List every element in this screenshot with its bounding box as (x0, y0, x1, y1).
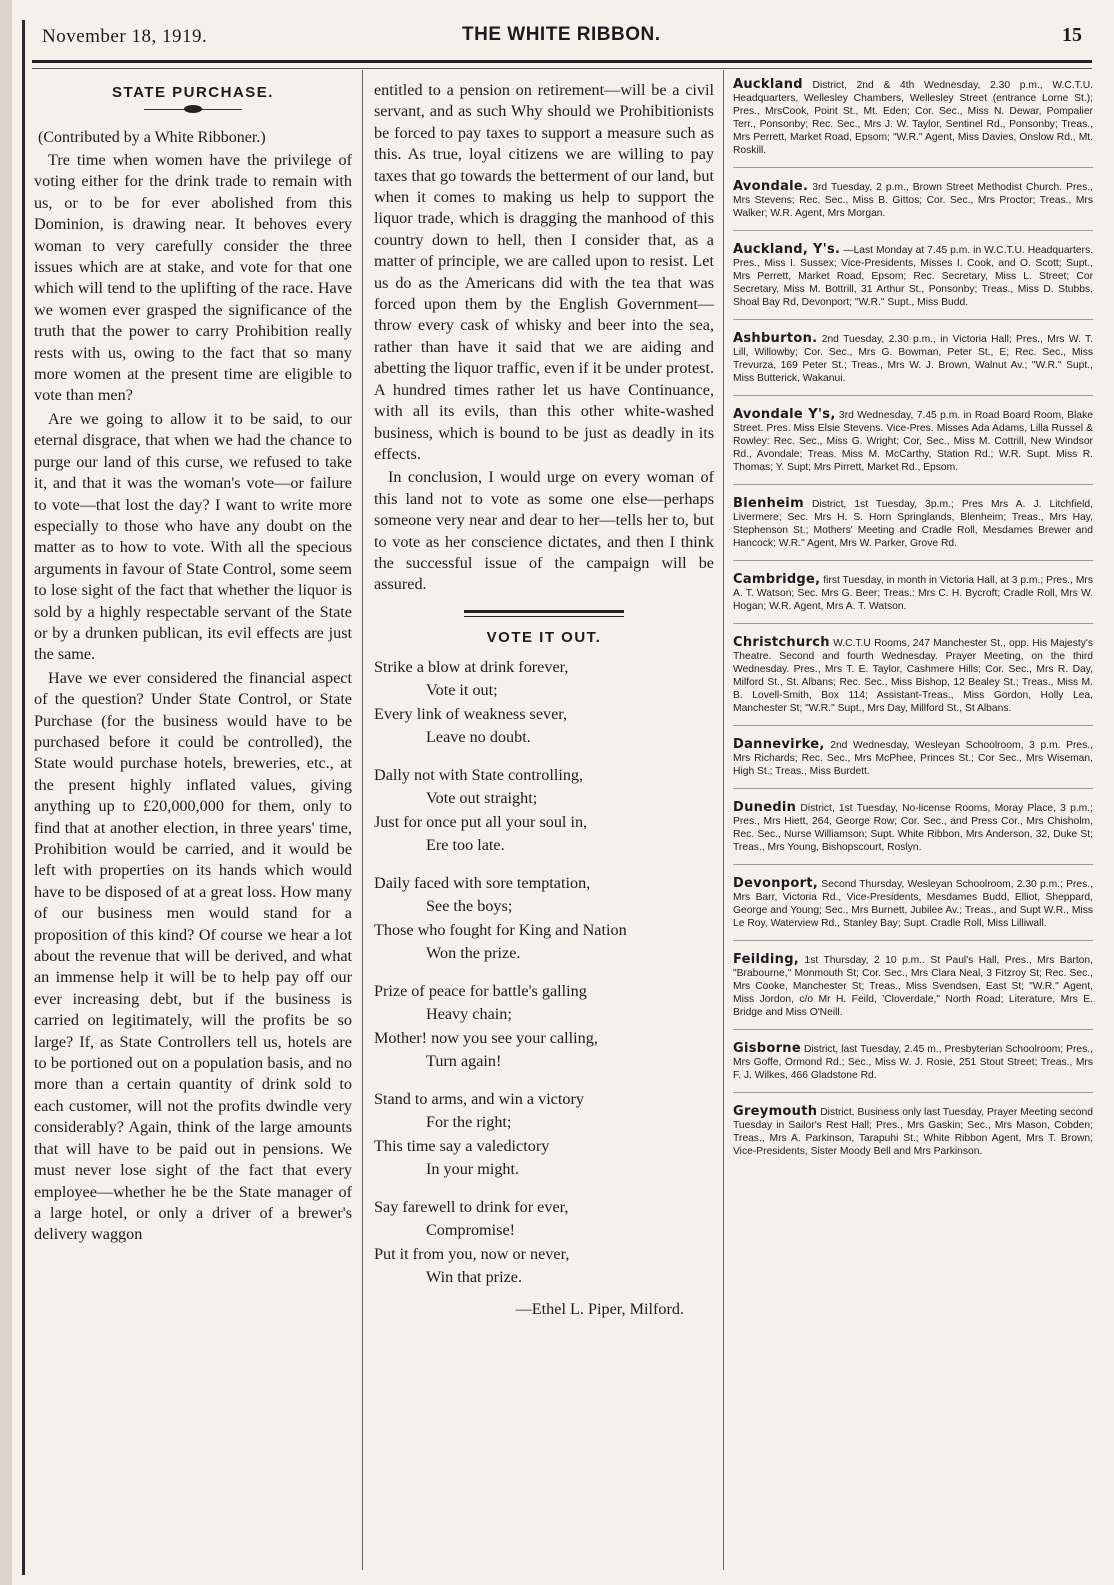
poem-stanza (374, 980, 714, 1074)
branch-name: Ashburton. (733, 331, 818, 346)
branch-name: Auckland, Y's. (733, 242, 841, 257)
poem-line: Compromise! (426, 1221, 516, 1240)
directory-entry (733, 332, 1093, 396)
article-paragraph-continued: entitled to a pension on retirement—will be a civil servant, and as such Why should we Prohibitionists be forced to pay taxes to support a measure such as this. As true, loyal citizens we are willing to pay taxes that go towards the betterment of our land, but when it comes to making us help to support the liquor trade, which is dragging the manhood of this country down to hell, then I consider that, as a matter of principle, we are called upon to resist. Let us do as the Americans did with the tea that was forced upon them by the English Government—throw every cask of whisky and beer into the sea, rather than have it said that we are aiding and abetting the liquor traffic, even if it be under protest. A hundred times rather let us have Continuance, with all its evils, than this other white-washed business, which is bound to be just as deadly in its effects. (374, 81, 714, 463)
column-divider (723, 70, 724, 1570)
directory-entry (733, 1105, 1093, 1168)
branch-details: District, 2nd & 4th Wednesday, 2.30 p.m., W.C.T.U. Headquarters, Wellesley Chambers, Wellesley Street (entrance Lorne St.); Pres., MrsCook, Point St., Mt. Eden; Cor. Sec., Miss N. Dewar, Pompalier Terr., Ponsonby; Rec. Sec., Mrs J. W. Taylor, Sentinel Rd., Ponsonby; Treas., Mrs Perrett, Market Road, Epsom; "W.R." Agent, Miss Davies, Onslow Rd., Mt. Roskill. (733, 80, 1093, 156)
masthead-title: THE WHITE RIBBON. (462, 24, 661, 45)
page-header (32, 22, 1092, 52)
branch-name: Dunedin (733, 800, 797, 815)
directory-entry (733, 180, 1093, 231)
poem-line: Mother! now you see your calling, (374, 1028, 598, 1047)
directory-entry (733, 1042, 1093, 1093)
branch-details: District, 1st Tuesday, 3p.m.; Pres Mrs A. J. Litchfield, Livermere; Sec. Mrs H. S. Horn Springlands, Blenheim; Treas., Mrs Hay, Stephenson St.; Mothers' Meeting and Cradle Roll, Mesdames Brewer and Hancock; W.R." Agent, Mrs W. Parker, Grove Rd. (733, 499, 1093, 549)
branch-details: 3rd Tuesday, 2 p.m., Brown Street Methodist Church. Pres., Mrs Stevens; Rec. Sec., Miss B. Gittos; Cor. Sec., Mrs Proctor; Treas., Mrs Walker; W.R. Agent, Mrs Morgan. (733, 182, 1093, 219)
poem-stanza (374, 1088, 714, 1182)
column-divider (362, 70, 363, 1570)
branch-name: Blenheim (733, 496, 804, 511)
page-edge (0, 0, 12, 1585)
poem-line: Stand to arms, and win a victory (374, 1089, 584, 1108)
directory-entry (733, 497, 1093, 561)
poem-line: Vote it out; (426, 681, 498, 700)
column-1 (34, 80, 352, 1248)
branch-name: Greymouth (733, 1104, 818, 1119)
poem-line: Vote out straight; (426, 789, 538, 808)
margin-rule (22, 20, 25, 1575)
directory-entry (733, 738, 1093, 789)
branch-details: 1st Thursday, 2 10 p.m.. St Paul's Hall, Pres., Mrs Barton, "Brabourne," Monmouth St; Cor. Sec., Mrs Clara Neal, 3 Fitzroy St; Rec. Sec., Mrs Cooke, Manchester St; Treas., Miss Svendsen, East St; "W.R." Agent, Miss Jordon, c/o Mr H. Feild, 'Cloverdale," North Road; Literature, Mrs E. Bridge and Miss O'Neill. (733, 955, 1093, 1018)
poem-line: Just for once put all your soul in, (374, 812, 588, 831)
poem-line: Dally not with State controlling, (374, 765, 584, 784)
poem-line: Leave no doubt. (426, 728, 531, 747)
branch-name: Christchurch (733, 635, 830, 650)
title-ornament (34, 103, 352, 117)
branch-details: 2nd Wednesday, Wesleyan Schoolroom, 3 p.m. Pres., Mrs Richards; Rec. Sec., Mrs McPhee, Princes St.; Cor Sec., Mrs Wiseman, High St.; Treas., Miss Burdett. (733, 740, 1093, 777)
poem-stanza (374, 656, 714, 750)
branch-name: Feilding, (733, 952, 800, 967)
directory-entry (733, 953, 1093, 1030)
poem-line: Put it from you, now or never, (374, 1244, 570, 1263)
branch-name: Avondale. (733, 179, 809, 194)
article-paragraph: Tre time when women have the privilege of voting either for the drink trade to remain with us, or to be for ever abolished from this Dominion, is drawing near. It behoves every woman to very carefully consider the three issues which are at stake, and vote for that one which will tend to the uplifting of the race. Have we women ever grasped the significance of the truth that the power to carry Prohibition really rests with us, owing to the fact that so many more women at the present time are eligible to vote than men? (34, 151, 352, 405)
poem-author: —Ethel L. Piper, Milford. (515, 1299, 684, 1318)
article-paragraph: In conclusion, I would urge on every woman of this land not to vote as some one else—perhaps someone very near and dear to her—tells her to, but to vote as her conscience dictates, and then I think the successful issue of the campaign will be assured. (374, 468, 714, 594)
branch-name: Cambridge, (733, 572, 821, 587)
poem-stanza (374, 764, 714, 858)
branch-name: Avondale Y's, (733, 407, 836, 422)
poem-line: Strike a blow at drink forever, (374, 657, 569, 676)
poem-stanza (374, 872, 714, 966)
branch-details: first Tuesday, in month in Victoria Hall, at 3 p.m.; Pres., Mrs A. T. Watson; Sec. Mrs G. Beer; Treas.: Mrs C. H. Bycroft; Cradle Roll, Mrs W. Hogan; W.R. Agent, Mrs A. T. Watson. (733, 575, 1093, 612)
poem-line: Turn again! (426, 1052, 502, 1071)
directory-entry (733, 801, 1093, 865)
branch-details: —Last Monday at 7.45 p.m. in W.C.T.U. Headquarters. Pres., Miss I. Sussex; Vice-Presidents, Misses I. Cook, and O. Scott; Supt., Mrs Perrett, Market Road, Epsom; Rec. Secretary, Miss L. Street; Cor Secretary, Miss M. Bottrill, 31 Arthur St., Ponsonby; Treas., Miss D. Stubbs, Shoal Bay Rd, Devonport; "W.R." Supt., Miss Budd. (733, 245, 1093, 308)
poem-line: Daily faced with sore temptation, (374, 873, 591, 892)
section-rule (464, 610, 624, 617)
directory-entry (733, 243, 1093, 320)
branch-details: W.C.T.U Rooms, 247 Manchester St., opp. His Majesty's Theatre. Second and fourth Wednesday. Prayer Meeting, on the third Wednesday. Pres., Mrs T. E. Taylor, Cashmere Hills; Cor. Sec., Mrs R. Day, Milford St., St. Albans; Rec. Sec., Miss Bishop, 12 Bealey St.; Treas., Miss M. B. Lovell-Smith, Box 114; Assistant-Treas., Miss Gordon, Holly Lea, Manchester St; "W.R." Supt., Mrs Day, Millford St., St Albans. (733, 638, 1093, 714)
branch-details: 3rd Wednesday, 7.45 p.m. in Road Board Room, Blake Street. Pres. Miss Elsie Stevens. Vice-Pres. Misses Ada Adams, Lilla Russel & Rowley: Rec. Sec., Miss G. Wright; Cor, Sec., Miss M. Cottrill, New Windsor Rd., Avondale; Treas. Miss M. McCarthy, Station Rd.; W.R. Supt. Miss R. Thomas; Y. Supt; Mrs Pirrett, Market Rd., Epsom. (733, 410, 1093, 473)
branch-name: Gisborne (733, 1041, 801, 1056)
branch-details: 2nd Tuesday, 2.30 p.m., in Victoria Hall; Pres., Mrs W. T. Lill, Willowby; Cor. Sec., Mrs G. Bowman, Peter St., E; Rec. Sec., Miss Trevurza, 169 Peter St.; Treas., Mrs W. J. Brown, Walnut Av.; "W.R." Supt., Miss Butterick, Wakanui. (733, 334, 1093, 384)
branch-details: District, last Tuesday, 2.45 m., Presbyterian Schoolroom; Pres., Mrs Goffe, Ormond Rd.; Sec., Miss W. J. Rosie, 251 Stout Street; Treas., Mrs F. J. Wilkes, 466 Gladstone Rd. (733, 1044, 1093, 1081)
poem-line: See the boys; (426, 897, 513, 916)
poem-line: For the right; (426, 1113, 512, 1132)
article-title: STATE PURCHASE. (112, 84, 274, 101)
poem-line: Say farewell to drink for ever, (374, 1197, 569, 1216)
poem-stanza (374, 1196, 714, 1290)
directory-entry (733, 636, 1093, 726)
poem-line: In your might. (426, 1160, 520, 1179)
article-byline: (Contributed by a White Ribboner.) (38, 129, 266, 146)
poem-line: Those who fought for King and Nation (374, 920, 627, 939)
branch-details: District, 1st Tuesday, No-license Rooms, Moray Place, 3 p.m.; Pres., Mrs Hiett, 264, George Row; Cor. Sec., and Press Cor., Mrs Chisholm, Rec. Sec., Nurse Williamson; Supt. White Ribbon, Mrs Anderson, 32, Duke St; Treas., Mrs Young, Bishopscourt, Roslyn. (733, 803, 1093, 853)
branch-name: Dannevirke, (733, 737, 825, 752)
article-paragraph: Have we ever considered the financial aspect of the question? Under State Control, or State Purchase (for the business would have to be purchased before it could be controlled), the State would purchase hotels, breweries, etc., at the present highly inflated values, giving anything up to £20,000,000 for them, only to find that at another election, in three years' time, Prohibition would be carried, and it would be left with properties on its hands which would have to be disposed of at a great loss. How many of our business men would stand for a proposition of this kind? Of course we hear a lot about the revenue that will be derived, and what an immense help it will be to help pay off our ever increasing debt, but if the business is carried on legitimately, will the profits be so large? If, as State Controllers tell us, hotels are to be portioned out on a population basis, and no more than a certain quantity of drink sold to each customer, will not the profits dwindle very considerably? Again, think of the large amounts that will have to be paid out in pensions. We must never lose sight of the fact that every employee—whether he be the State manager of a large hotel, or only a driver of a brewer's delivery waggon (34, 668, 352, 1244)
poem-line: Heavy chain; (426, 1005, 512, 1024)
directory-entry (733, 408, 1093, 485)
branch-name: Devonport, (733, 876, 819, 891)
poem-line: Prize of peace for battle's galling (374, 981, 587, 1000)
branch-details: District, Business only last Tuesday, Prayer Meeting second Tuesday in Sailor's Rest Hall; Pres., Mrs Gaskin; Sec., Mrs Mason, Cobden; Treas., Mrs A. Parkinson, Tarapuhi St.; White Ribbon Agent, Mrs T. Brown; Vice-Presidents, Sister Moody Bell and Mrs Parkinson. (733, 1107, 1093, 1157)
poem-body (374, 656, 714, 1290)
directory-entry (733, 877, 1093, 941)
header-rule (32, 60, 1092, 69)
poem-title: VOTE IT OUT. (486, 628, 602, 646)
poem-line: Ere too late. (426, 836, 505, 855)
poem-line: This time say a valedictory (374, 1136, 550, 1155)
poem-line: Win that prize. (426, 1268, 522, 1287)
branch-details: Second Thursday, Wesleyan Schoolroom, 2.30 p.m.; Pres., Mrs Barr, Victoria Rd., Vice-Presidents, Mesdames Budd, Elliot, Sheppard, George and Young; Sec., Mrs Burnett, Jubilee Av.; Treas., and Supt W.R., Miss Le Roy, Waterview Rd., Stanley Bay; Supt. Cradle Roll, Miss Lilliwall. (733, 879, 1093, 929)
branch-directory (733, 78, 1093, 1180)
issue-date: November 18, 1919. (42, 26, 208, 47)
article-paragraph: Are we going to allow it to be said, to our eternal disgrace, that when we had the chance to purge our land of this curse, we refused to take it, and that it was the woman's vote—or failure to vote—that lost the day? I want to write more especially to those who have any doubt on the matter as to how to vote. With all the specious arguments in favour of State Control, some seem to lose sight of the fact that whether the liquor is sold by a highly respectable servant of the State or by a drunken publican, its evil effects are just the same. (34, 409, 352, 664)
directory-entry (733, 78, 1093, 168)
page-number: 15 (1062, 24, 1082, 46)
branch-name: Auckland (733, 77, 803, 92)
column-2 (374, 80, 714, 1319)
directory-entry (733, 573, 1093, 624)
poem-line: Won the prize. (426, 944, 521, 963)
poem-line: Every link of weakness sever, (374, 704, 568, 723)
